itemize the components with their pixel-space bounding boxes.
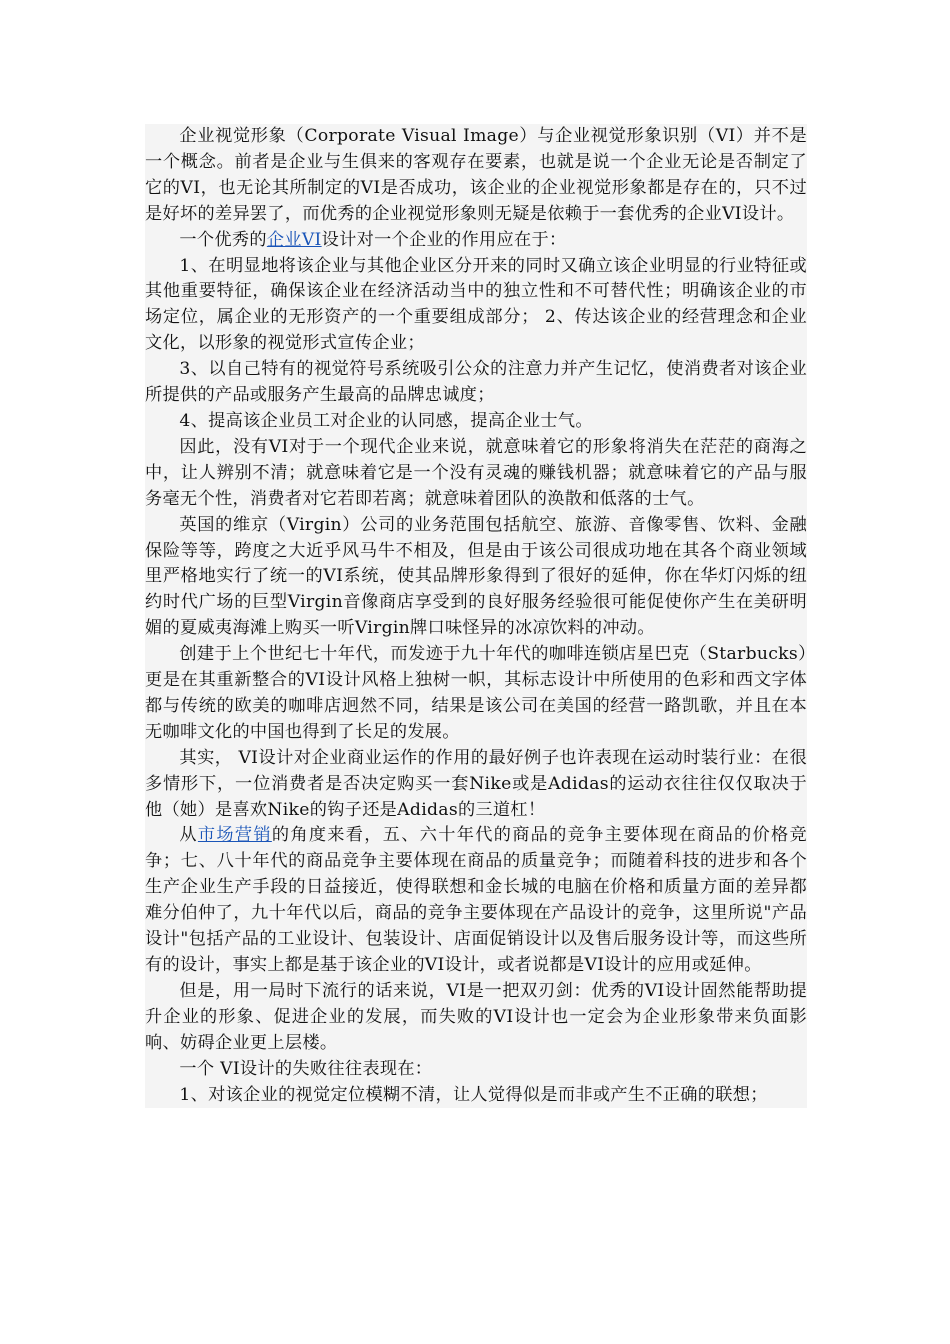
- paragraph-role-before: 一个优秀的: [179, 229, 267, 250]
- paragraph-role-after: 设计对一个企业的作用应在于：: [321, 229, 567, 250]
- paragraph-nike-adidas: 其实， VI设计对企业商业运作的作用的最好例子也许表现在运动时装行业：在很多情形下，一位消费者是否决定购买一套Nike或是Adidas的运动衣往往仅仅取决于他（她）是喜欢Nike的钩子还是Adidas的三道杠！: [145, 747, 807, 820]
- paragraph-failure-1: 1、对该企业的视觉定位模糊不清，让人觉得似是而非或产生不正确的联想；: [179, 1084, 768, 1105]
- paragraph-without-vi: 因此，没有VI对于一个现代企业来说，就意味着它的形象将消失在茫茫的商海之中，让人辨别不清；就意味着它是一个没有灵魂的赚钱机器；就意味着它的产品与服务毫无个性，消费者对它若即若离；就意味着团队的涣散和低落的士气。: [145, 436, 807, 509]
- paragraph-point-1: 1、在明显地将该企业与其他企业区分开来的同时又确立该企业明显的行业特征或其他重要特征，确保该企业在经济活动当中的独立性和不可替代性；明确该企业的市场定位，属企业的无形资产的一个重要组成部分； 2、传达该企业的经营理念和企业文化，以形象的视觉形式宣传企业；: [145, 255, 807, 354]
- paragraph-marketing: [145, 823, 807, 978]
- paragraph-double-edged: 但是，用一局时下流行的话来说，VI是一把双刃剑：优秀的VI设计固然能帮助提升企业的形象、促进企业的发展，而失败的VI设计也一定会为企业形象带来负面影响、妨碍企业更上层楼。: [145, 980, 807, 1053]
- paragraph-failure-intro: 一个 VI设计的失败往往表现在：: [179, 1058, 433, 1079]
- paragraph-intro: 企业视觉形象（Corporate Visual Image）与企业视觉形象识别（VI）并不是一个概念。前者是企业与生俱来的客观存在要素，也就是说一个企业无论是否制定了它的VI，也无论其所制定的VI是否成功，该企业的企业视觉形象都是存在的，只不过是好坏的差异罢了，而优秀的企业视觉形象则无疑是依赖于一套优秀的企业VI设计。: [145, 126, 807, 224]
- paragraph-role: [145, 228, 807, 254]
- paragraph-point-4: 4、提高该企业员工对企业的认同感，提高企业士气。: [179, 410, 593, 431]
- paragraph-marketing-before: 从: [179, 825, 198, 846]
- link-marketing[interactable]: 市场营销: [197, 825, 272, 846]
- paragraph-marketing-after: 的角度来看，五、六十年代的商品的竞争主要体现在商品的价格竞争；七、八十年代的商品竞争主要体现在商品的质量竞争；而随着科技的进步和各个生产企业生产手段的日益接近，使得联想和金长城的电脑在价格和质量方面的差异都难分伯仲了，九十年代以后，商品的竞争主要体现在产品设计的竞争，这里所说"产品设计"包括产品的工业设计、包装设计、店面促销设计以及售后服务设计等，而这些所有的设计，事实上都是基于该企业的VI设计，或者说都是VI设计的应用或延伸。: [145, 825, 807, 975]
- paragraph-virgin: 英国的维京（Virgin）公司的业务范围包括航空、旅游、音像零售、饮料、金融保险等等，跨度之大近乎风马牛不相及，但是由于该公司很成功地在其各个商业领域里严格地实行了统一的VI系统，使其品牌形象得到了很好的延伸，你在华灯闪烁的纽约时代广场的巨型Virgin音像商店享受到的良好服务经验很可能促使你产生在美研明媚的夏威夷海滩上购买一听Virgin牌口味怪异的冰凉饮料的冲动。: [145, 514, 807, 639]
- document-body: [145, 124, 807, 1108]
- link-corporate-vi[interactable]: 企业VI: [266, 229, 322, 250]
- paragraph-starbucks: 创建于上个世纪七十年代，而发迹于九十年代的咖啡连锁店星巴克（Starbucks）更是在其重新整合的VI设计风格上独树一帜，其标志设计中所使用的色彩和西文字体都与传统的欧美的咖啡店迥然不同，结果是该公司在美国的经营一路凯歌，并且在本无咖啡文化的中国也得到了长足的发展。: [145, 644, 807, 742]
- paragraph-point-3: 3、以自己特有的视觉符号系统吸引公众的注意力并产生记忆，使消费者对该企业所提供的产品或服务产生最高的品牌忠诚度；: [145, 359, 807, 406]
